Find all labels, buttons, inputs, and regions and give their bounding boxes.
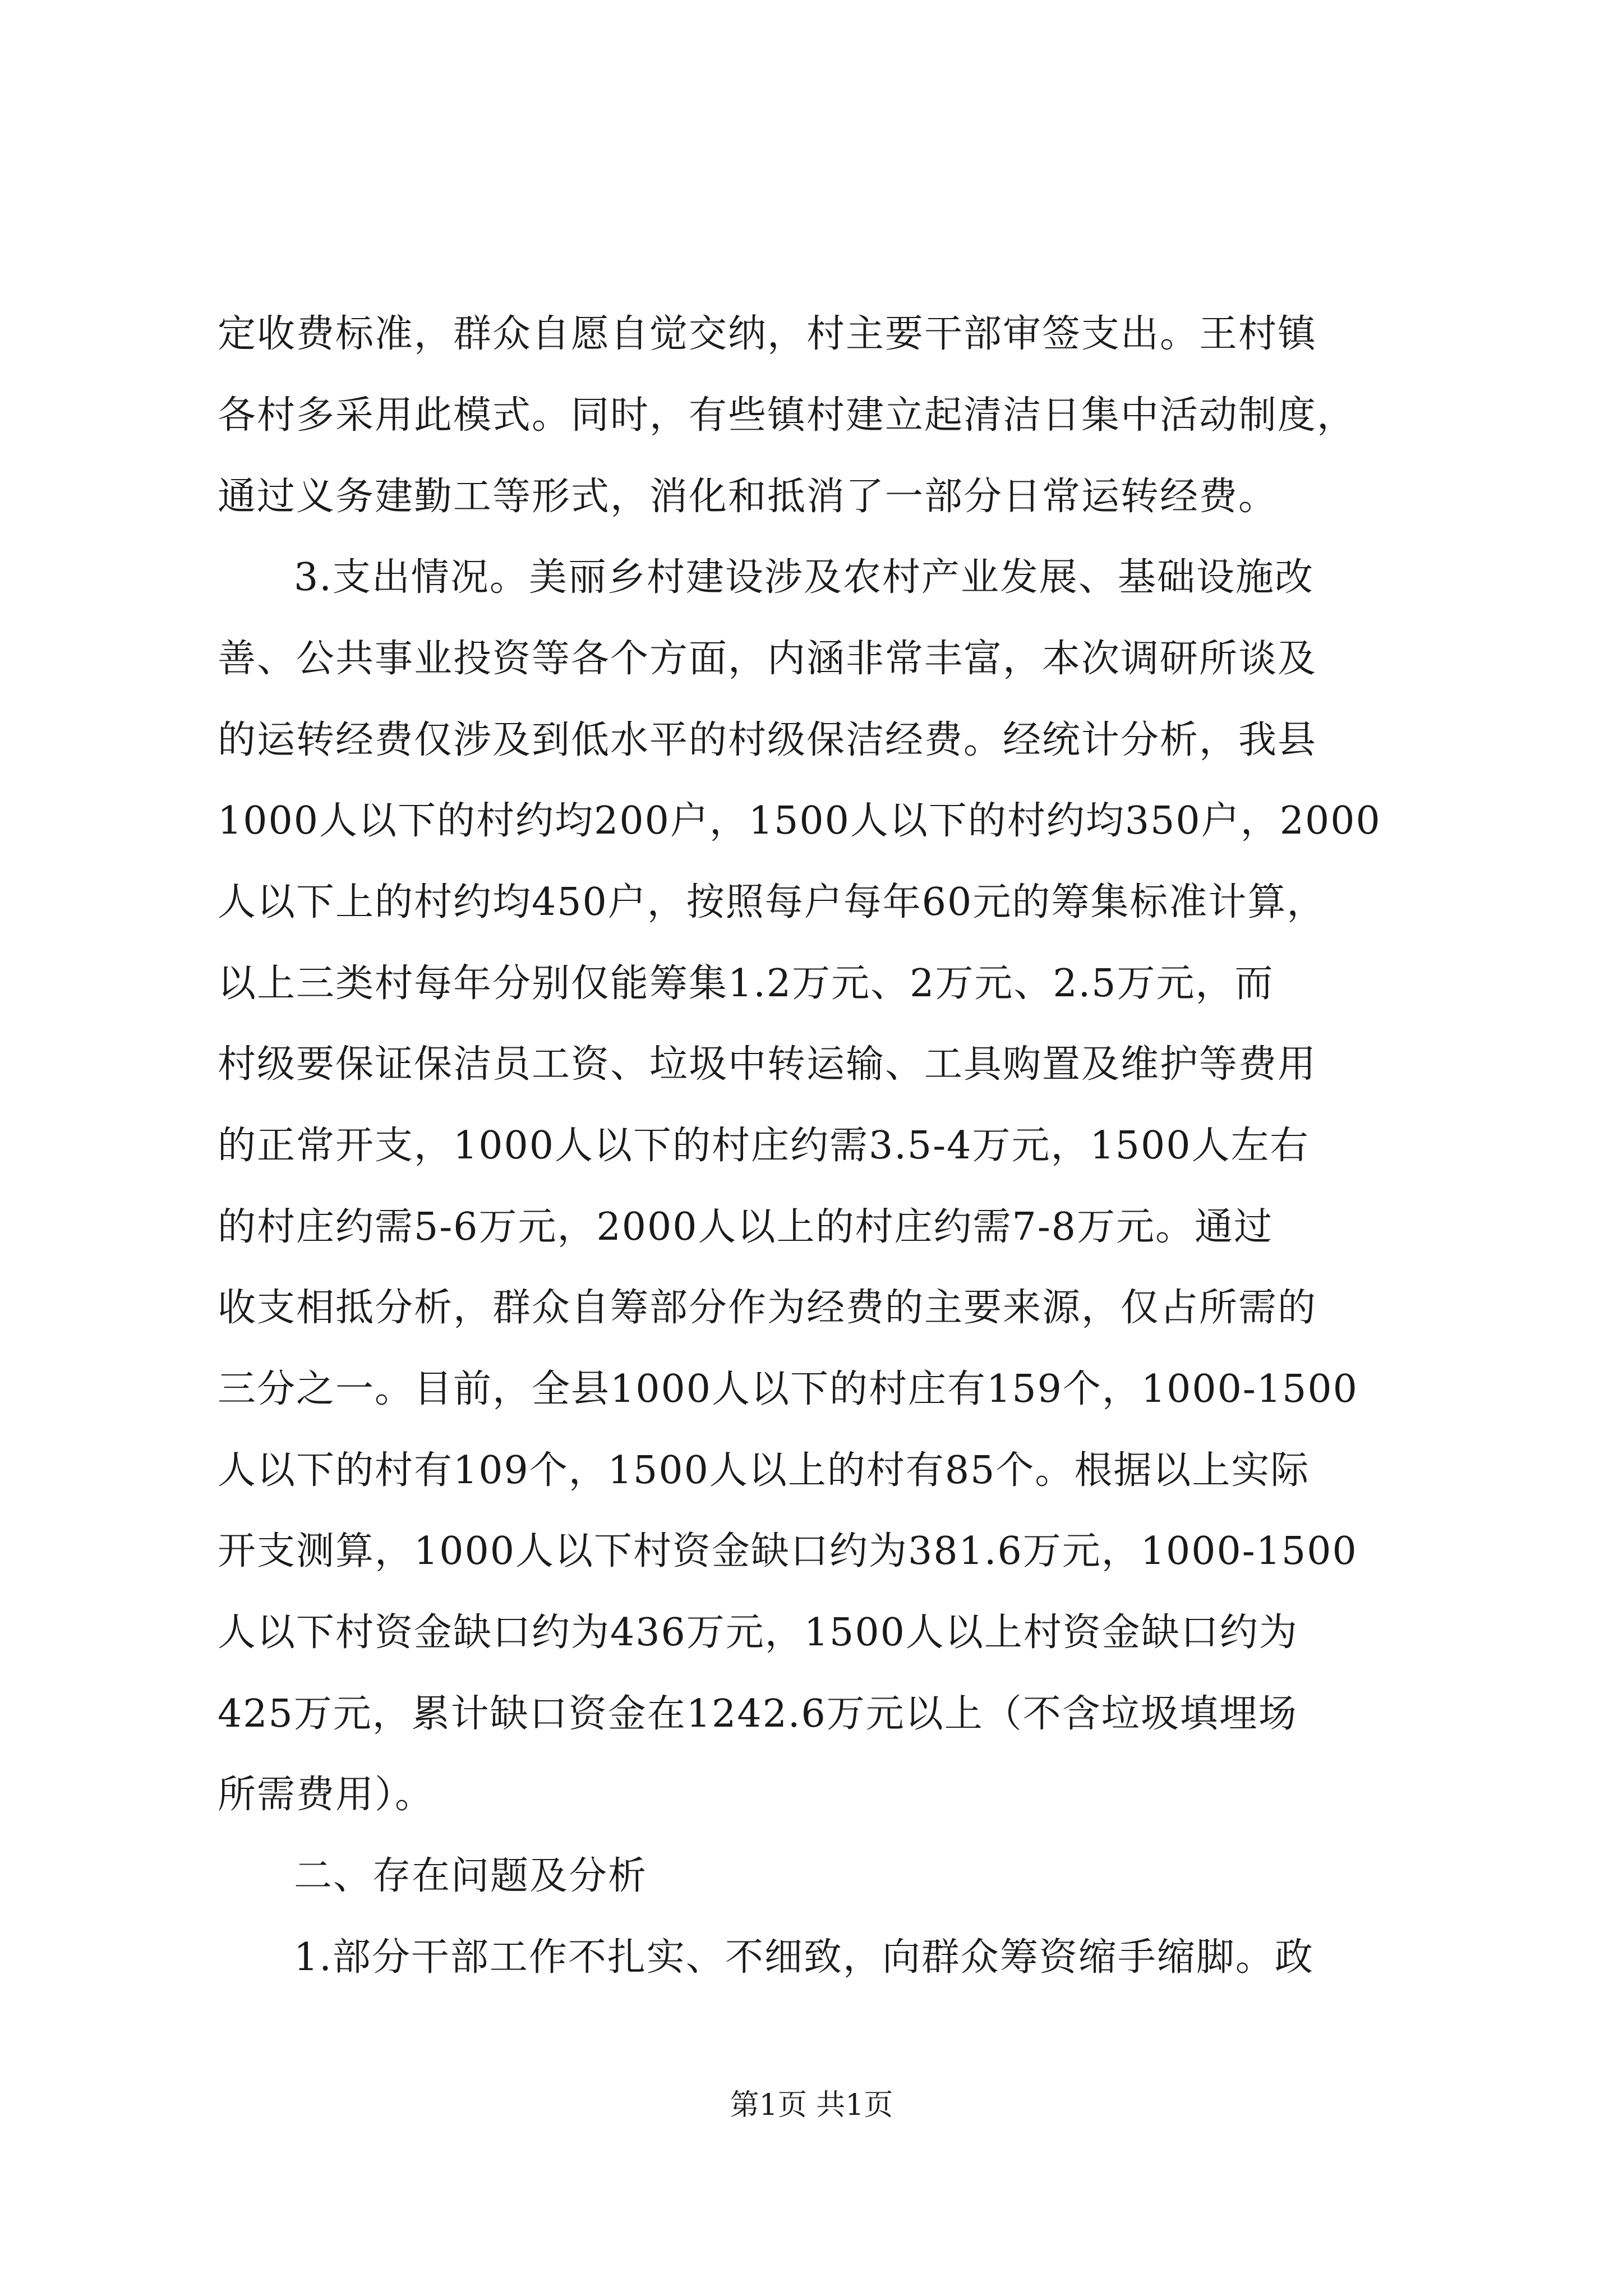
text-line: 1000人以下的村约均200户，1500人以下的村约均350户，2000: [218, 799, 1381, 843]
page-footer: 第1页 共1页: [730, 2088, 893, 2122]
text-line: 收支相抵分析，群众自筹部分作为经费的主要来源，仅占所需的: [218, 1286, 1317, 1330]
section-heading: 二、存在问题及分析: [294, 1854, 648, 1898]
text-line: 以上三类村每年分别仅能筹集1.2万元、2万元、2.5万元，而: [218, 961, 1274, 1006]
text-line: 人以下村资金缺口约为436万元，1500人以上村资金缺口约为: [218, 1611, 1298, 1655]
text-line: 善、公共事业投资等各个方面，内涵非常丰富，本次调研所谈及: [218, 637, 1317, 681]
paragraph-start-line: 1.部分干部工作不扎实、不细致，向群众筹资缩手缩脚。政: [294, 1935, 1314, 1980]
text-line: 村级要保证保洁员工资、垃圾中转运输、工具购置及维护等费用: [218, 1042, 1317, 1087]
text-line: 的正常开支，1000人以下的村庄约需3.5-4万元，1500人左右: [218, 1124, 1310, 1168]
text-line: 的村庄约需5-6万元，2000人以上的村庄约需7-8万元。通过: [218, 1205, 1274, 1249]
text-line: 人以下的村有109个，1500人以上的村有85个。根据以上实际: [218, 1448, 1310, 1493]
text-line: 开支测算，1000人以下村资金缺口约为381.6万元，1000-1500: [218, 1529, 1358, 1573]
text-line: 425万元，累计缺口资金在1242.6万元以上（不含垃圾填埋场: [218, 1692, 1298, 1736]
text-line: 的运转经费仅涉及到低水平的村级保洁经费。经统计分析，我县: [218, 718, 1317, 762]
text-line: 三分之一。目前，全县1000人以下的村庄有159个，1000-1500: [218, 1367, 1358, 1411]
text-line: 各村多采用此模式。同时，有些镇村建立起清洁日集中活动制度，: [218, 393, 1357, 438]
paragraph-start-line: 3.支出情况。美丽乡村建设涉及农村产业发展、基础设施改: [294, 555, 1314, 600]
text-line: 定收费标准，群众自愿自觉交纳，村主要干部审签支出。王村镇: [218, 312, 1317, 356]
text-line: 人以下上的村约均450户，按照每户每年60元的筹集标准计算，: [218, 880, 1326, 924]
text-line: 通过义务建勤工等形式，消化和抵消了一部分日常运转经费。: [218, 475, 1278, 519]
text-line: 所需费用）。: [218, 1773, 435, 1817]
